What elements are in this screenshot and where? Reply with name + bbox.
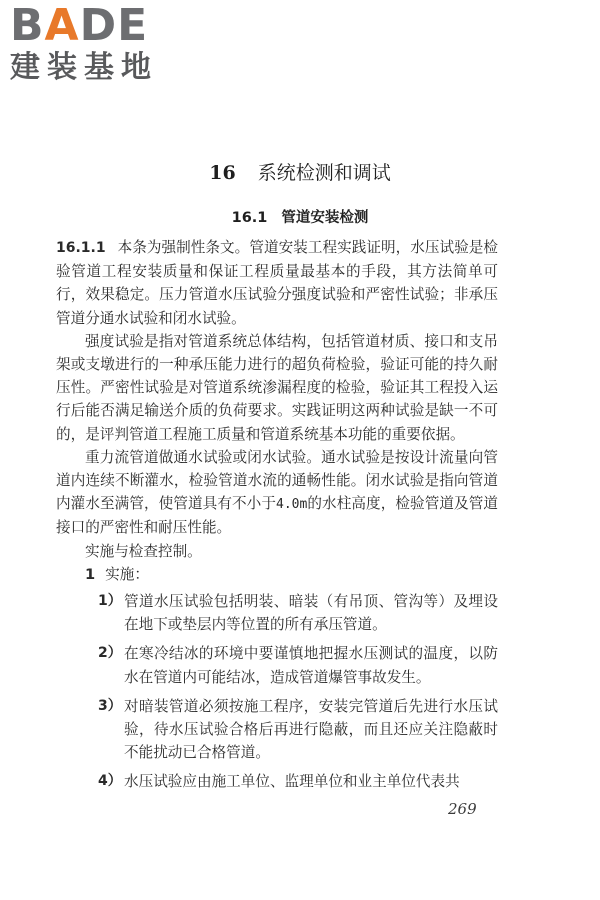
item-text: 管道水压试验包括明装、暗装（有吊顶、管沟等）及埋设在地下或垫层内等位置的所有承压管道。 [124,593,498,634]
implementation-number: 1 [85,565,96,583]
list-item [56,695,498,765]
page-number: 269 [448,800,477,818]
strength-paragraph: 强度试验是指对管道系统总体结构，包括管道材质、接口和支吊架或支墩进行的一种承压能力进行的超负荷检验，验证可能的持久耐压性。严密性试验是对管道系统渗漏程度的检验，验证其工程投入运行后能否满足输送介质的负荷要求。实践证明这两种试验是缺一不可的，是评判管道工程施工质量和管道系统基本功能的重要依据。 [56,332,498,443]
item-number: 1） [98,593,122,610]
chapter-heading [0,158,600,185]
item-number: 3） [98,697,122,714]
control-heading: 实施与检查控制。 [85,542,202,560]
gravity-paragraph: 重力流管道做通水试验或闭水试验。通水试验是按设计流量向管道内连续不断灌水，检验管道水流的通畅性能。闭水试验是指向管道内灌水至满管，使管道具有不小于4.0m的水柱高度，检验管道及管道接口的严密性和耐压性能。 [56,448,498,537]
list-item [56,642,498,688]
item-text: 对暗装管道必须按施工程序，安装完管道后先进行水压试验，待水压试验合格后再进行隐蔽，而且还应关注隐蔽时不能扰动已合格管道。 [124,697,498,762]
list-item [56,590,498,636]
section-number: 16.1 [231,210,268,226]
chapter-title: 系统检测和调试 [257,162,391,184]
clause-text: 本条为强制性条文。管道安装工程实践证明，水压试验是检验管道工程安装质量和保证工程质量最基本的手段，其方法简单可行，效果稳定。压力管道水压试验分强度试验和严密性试验；非承压管道分通水试验和闭水试验。 [56,239,498,327]
item-number: 4） [98,773,122,790]
chapter-number: 16 [209,162,236,184]
list-item [56,770,498,793]
clause-paragraph [56,236,498,330]
clause-number: 16.1.1 [56,240,106,256]
logo-wordmark: BADE [10,0,149,51]
bade-logo [10,2,180,86]
implementation-label: 实施： [105,565,149,583]
logo-subtitle: 建装基地 [10,50,158,85]
item-number: 2） [98,645,122,662]
item-text: 在寒冷结冰的环境中要谨慎地把握水压测试的温度，以防水在管道内可能结冰，造成管道爆管事故发生。 [124,645,498,686]
water-column-value: 4.0m [276,497,308,513]
section-title: 管道安装检测 [281,210,369,226]
item-text: 水压试验应由施工单位、监理单位和业主单位代表共 [124,773,460,791]
body-text [56,236,498,800]
implementation-heading [56,563,498,586]
section-heading [0,206,600,227]
